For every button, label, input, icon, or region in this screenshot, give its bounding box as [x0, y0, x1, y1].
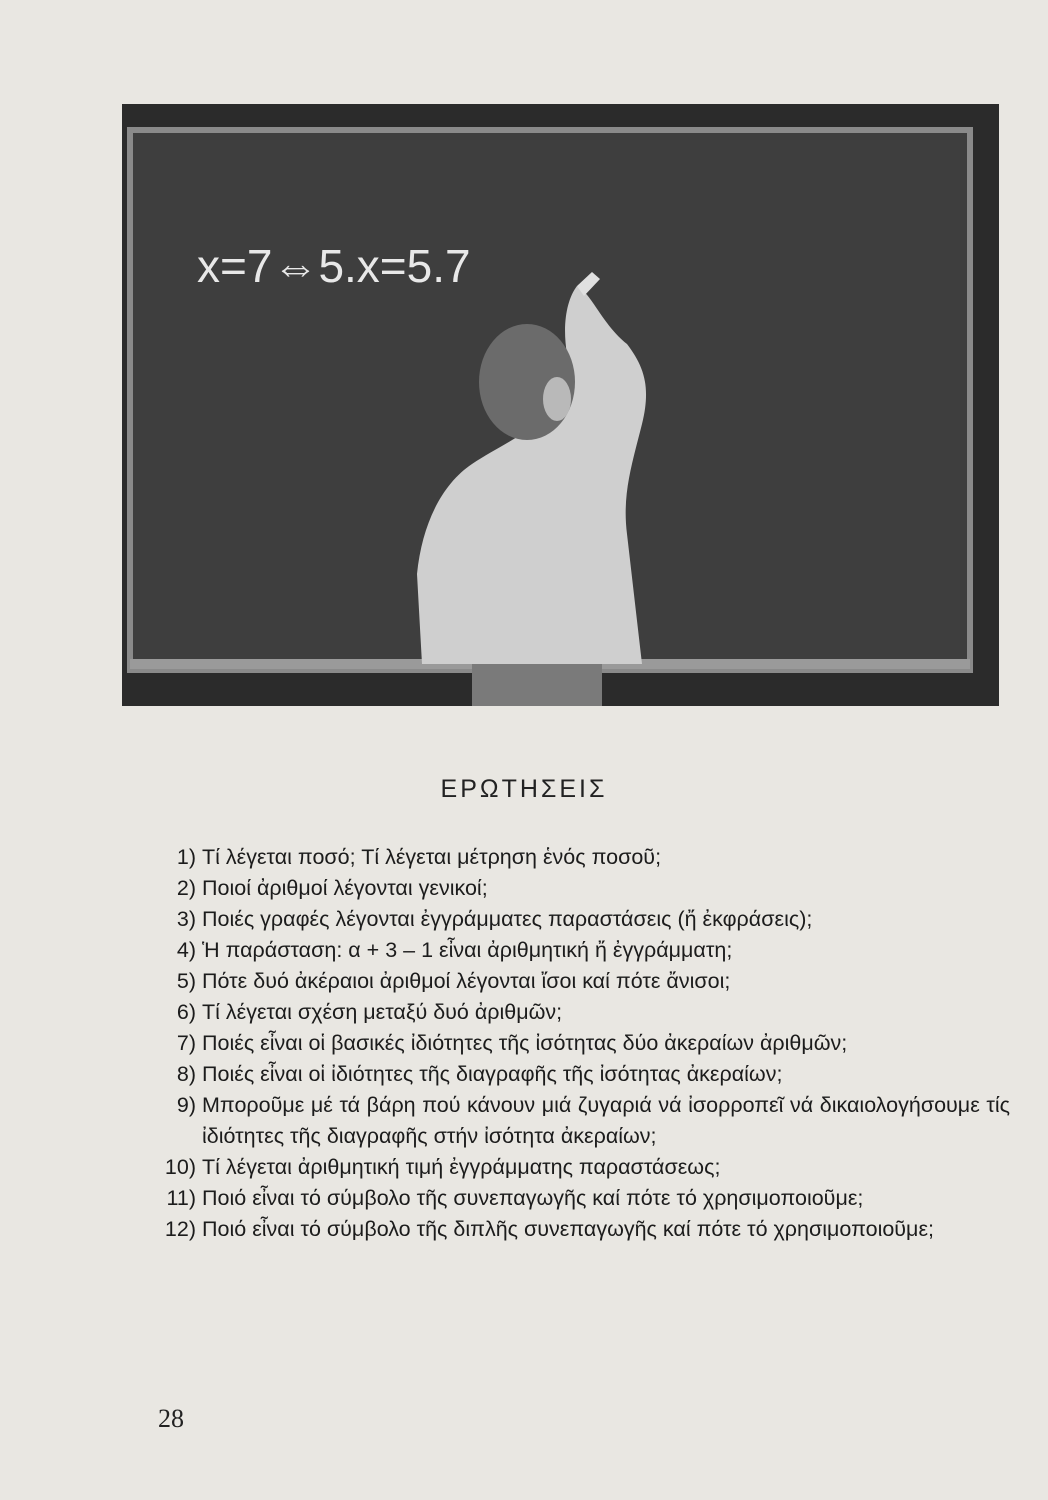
page-number: 28	[158, 1404, 184, 1433]
chalkboard-photo	[122, 104, 999, 706]
question-item	[150, 935, 1010, 966]
question-number: 11)	[166, 1186, 196, 1210]
question-item	[150, 842, 1010, 873]
question-number: 4)	[176, 938, 196, 962]
question-text: Ποιές εἶναι οἱ βασικές ἰδιότητες τῆς ἰσότητας δύο ἀκεραίων ἀριθμῶν;	[202, 1031, 848, 1055]
question-item	[150, 1152, 1010, 1183]
question-number: 7)	[176, 1031, 196, 1055]
question-number: 8)	[176, 1062, 196, 1086]
questions-list	[150, 842, 1010, 1245]
question-text: Πότε δυό ἀκέραιοι ἀριθμοί λέγονται ἴσοι καί πότε ἄνισοι;	[202, 969, 731, 993]
question-text: Ἡ παράσταση: α + 3 – 1 εἶναι ἀριθμητική ἤ ἐγγράμματη;	[202, 938, 733, 962]
question-item	[150, 873, 1010, 904]
section-heading: ΕΡΩΤΗΣΕΙΣ	[440, 775, 608, 803]
question-item	[150, 1183, 1010, 1214]
question-number: 10)	[164, 1155, 196, 1179]
question-text: Ποιοί ἀριθμοί λέγονται γενικοί;	[202, 876, 488, 900]
chalkboard-illustration	[122, 104, 999, 706]
chalk-equation: x=7⇔5.x=5.7	[197, 240, 471, 292]
question-text: Ποιό εἶναι τό σύμβολο τῆς συνεπαγωγῆς καί πότε τό χρησιμοποιοῦμε;	[202, 1186, 864, 1210]
question-number: 3)	[176, 907, 196, 931]
question-text: Τί λέγεται σχέση μεταξύ δυό ἀριθμῶν;	[202, 1000, 563, 1024]
question-number: 2)	[176, 876, 196, 900]
question-item	[150, 904, 1010, 935]
question-number: 9)	[176, 1093, 196, 1117]
question-number: 5)	[176, 969, 196, 993]
question-text: Τί λέγεται ἀριθμητική τιμή ἐγγράμματης παραστάσεως;	[202, 1155, 721, 1179]
question-text: Μποροῦμε μέ τά βάρη πού κάνουν μιά ζυγαριά νά ἰσορροπεῖ νά δικαιολογήσουμε τίς ἰδιότητες τῆς διαγραφῆς στήν ἰσότητα ἀκεραίων;	[202, 1093, 1010, 1148]
question-item	[150, 966, 1010, 997]
question-text: Ποιό εἶναι τό σύμβολο τῆς διπλῆς συνεπαγωγῆς καί πότε τό χρησιμοποιοῦμε;	[202, 1217, 935, 1241]
question-item	[150, 1059, 1010, 1090]
question-text: Ποιές γραφές λέγονται ἐγγράμματες παραστάσεις (ἤ ἐκφράσεις);	[202, 907, 813, 931]
question-text: Τί λέγεται ποσό; Τί λέγεται μέτρηση ἑνός ποσοῦ;	[202, 845, 662, 869]
question-item	[150, 1214, 1010, 1245]
question-item	[150, 997, 1010, 1028]
question-number: 6)	[176, 1000, 196, 1024]
question-item	[150, 1028, 1010, 1059]
question-item	[150, 1090, 1010, 1152]
question-number: 1)	[176, 845, 196, 869]
question-text: Ποιές εἶναι οἱ ἰδιότητες τῆς διαγραφῆς τῆς ἰσότητας ἀκεραίων;	[202, 1062, 783, 1086]
question-number: 12)	[164, 1217, 196, 1241]
